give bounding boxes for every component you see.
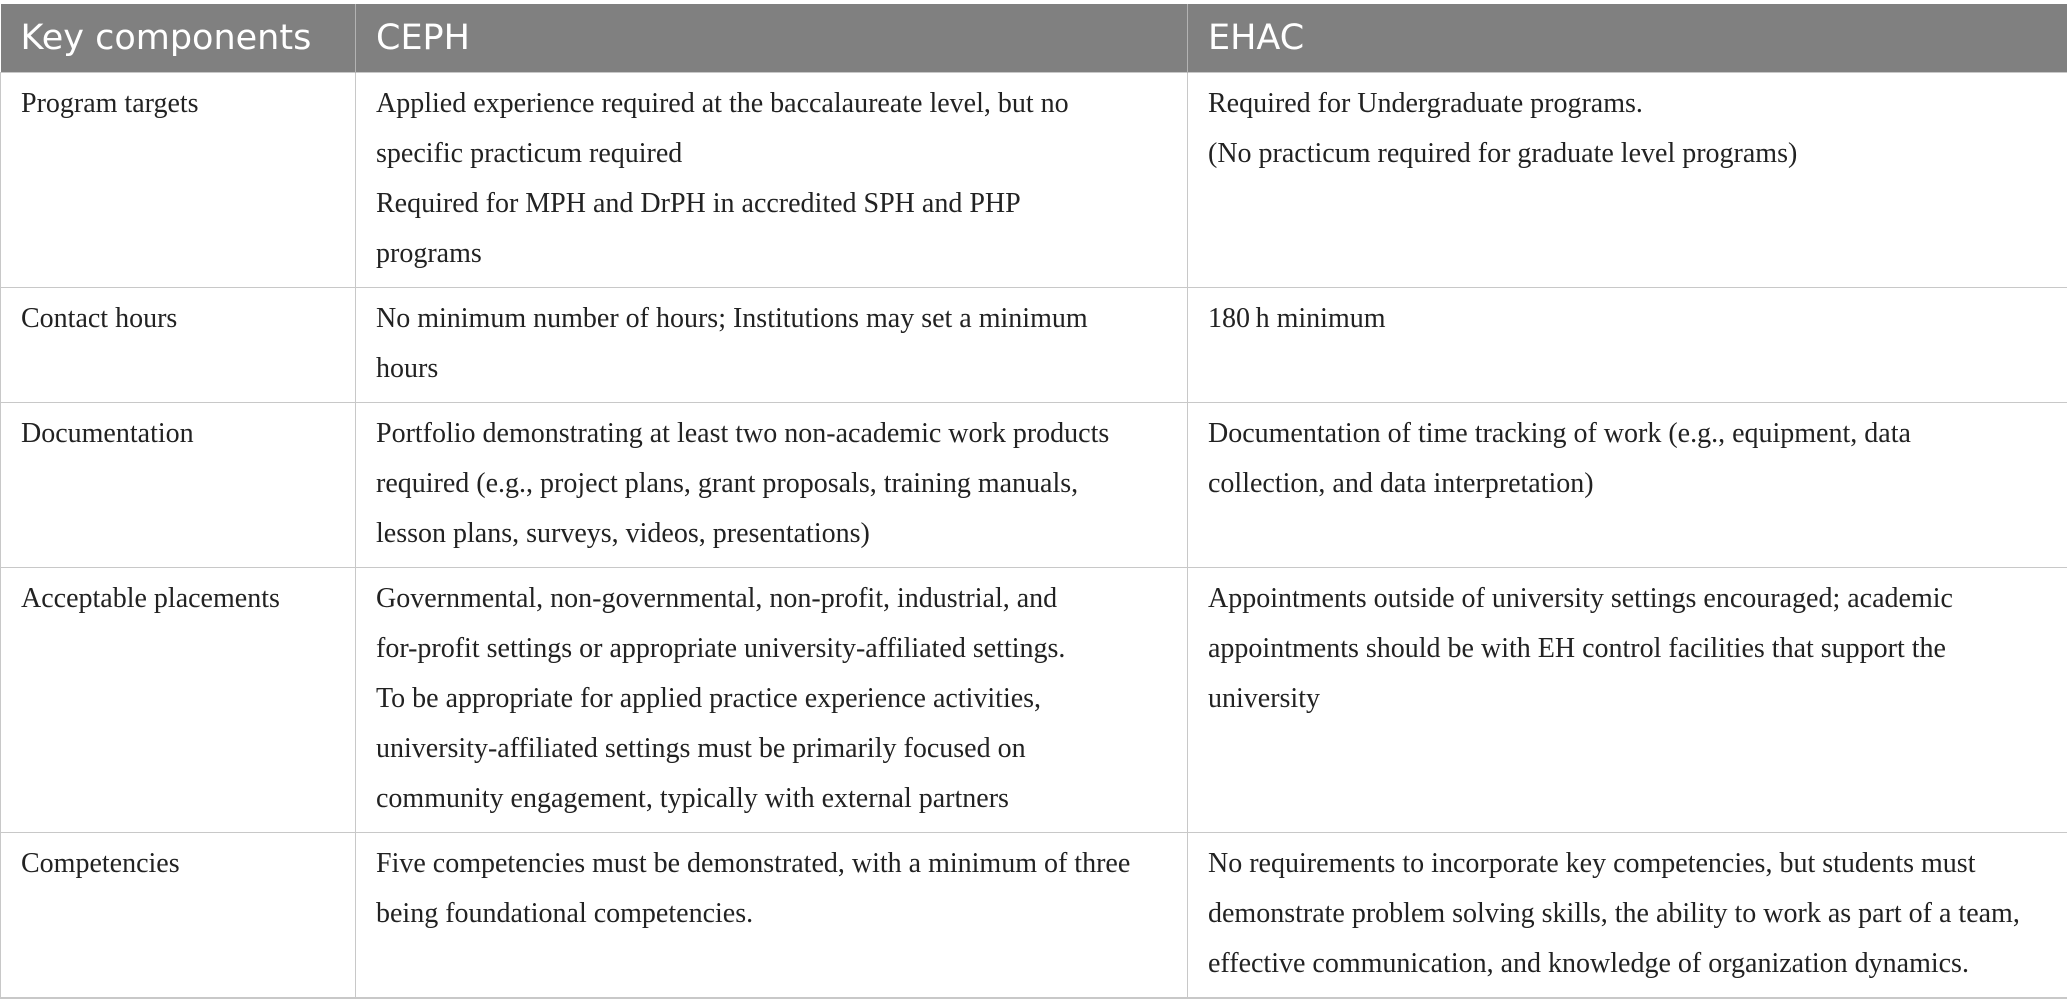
- ehac-text-line: (No practicum required for graduate level programs): [1208, 129, 2047, 179]
- table-body: [1, 72, 2067, 998]
- ehac-text-line: effective communication, and knowledge of organization dynamics.: [1208, 939, 2047, 989]
- table-header: [1, 4, 2067, 72]
- ceph-text-line: being foundational competencies.: [376, 889, 1167, 939]
- ehac-cell: [1188, 832, 2067, 998]
- ehac-text-line: Appointments outside of university settings encouraged; academic: [1208, 574, 2047, 624]
- header-ehac: EHAC: [1188, 4, 2067, 72]
- table-row: [1, 287, 2067, 402]
- component-cell: [1, 72, 356, 287]
- table-row: [1, 567, 2067, 832]
- header-key-components: Key components: [1, 4, 356, 72]
- ceph-text-line: community engagement, typically with external partners: [376, 774, 1167, 824]
- ceph-text-line: required (e.g., project plans, grant proposals, training manuals,: [376, 459, 1167, 509]
- ceph-cell: [356, 287, 1188, 402]
- ceph-text-line: Five competencies must be demonstrated, with a minimum of three: [376, 839, 1167, 889]
- ehac-text-line: Documentation of time tracking of work (e.g., equipment, data: [1208, 409, 2047, 459]
- header-row: [1, 4, 2067, 72]
- ceph-text-line: Governmental, non-governmental, non-profit, industrial, and: [376, 574, 1167, 624]
- table-row: [1, 72, 2067, 287]
- component-label: Contact hours: [21, 294, 335, 344]
- ehac-text-line: demonstrate problem solving skills, the ability to work as part of a team,: [1208, 889, 2047, 939]
- ehac-cell: [1188, 72, 2067, 287]
- ceph-text-line: lesson plans, surveys, videos, presentations): [376, 509, 1167, 559]
- ceph-text-line: specific practicum required: [376, 129, 1167, 179]
- ehac-cell: [1188, 402, 2067, 567]
- component-cell: [1, 567, 356, 832]
- component-label: Program targets: [21, 79, 335, 129]
- ceph-text-line: Applied experience required at the baccalaureate level, but no: [376, 79, 1167, 129]
- ceph-text-line: for-profit settings or appropriate university-affiliated settings.: [376, 624, 1167, 674]
- ceph-text-line: To be appropriate for applied practice experience activities,: [376, 674, 1167, 724]
- ceph-text-line: hours: [376, 344, 1167, 394]
- component-cell: [1, 287, 356, 402]
- comparison-table: [0, 4, 2067, 999]
- ehac-text-line: No requirements to incorporate key competencies, but students must: [1208, 839, 2047, 889]
- ceph-text-line: No minimum number of hours; Institutions may set a minimum: [376, 294, 1167, 344]
- ehac-text-line: university: [1208, 674, 2047, 724]
- ceph-text-line: programs: [376, 229, 1167, 279]
- ceph-text-line: Required for MPH and DrPH in accredited SPH and PHP: [376, 179, 1167, 229]
- component-label: Documentation: [21, 409, 335, 459]
- ceph-cell: [356, 832, 1188, 998]
- header-ceph: CEPH: [356, 4, 1188, 72]
- table-row: [1, 402, 2067, 567]
- ceph-text-line: Portfolio demonstrating at least two non-academic work products: [376, 409, 1167, 459]
- ceph-cell: [356, 72, 1188, 287]
- ehac-text-line: appointments should be with EH control facilities that support the: [1208, 624, 2047, 674]
- component-label: Acceptable placements: [21, 574, 335, 624]
- ceph-cell: [356, 402, 1188, 567]
- table-row: [1, 832, 2067, 998]
- ehac-text-line: Required for Undergraduate programs.: [1208, 79, 2047, 129]
- component-cell: [1, 402, 356, 567]
- component-cell: [1, 832, 356, 998]
- ehac-cell: [1188, 287, 2067, 402]
- ceph-text-line: university-affiliated settings must be primarily focused on: [376, 724, 1167, 774]
- ehac-text-line: collection, and data interpretation): [1208, 459, 2047, 509]
- component-label: Competencies: [21, 839, 335, 889]
- ehac-text-line: 180 h minimum: [1208, 294, 2047, 344]
- ceph-cell: [356, 567, 1188, 832]
- ehac-cell: [1188, 567, 2067, 832]
